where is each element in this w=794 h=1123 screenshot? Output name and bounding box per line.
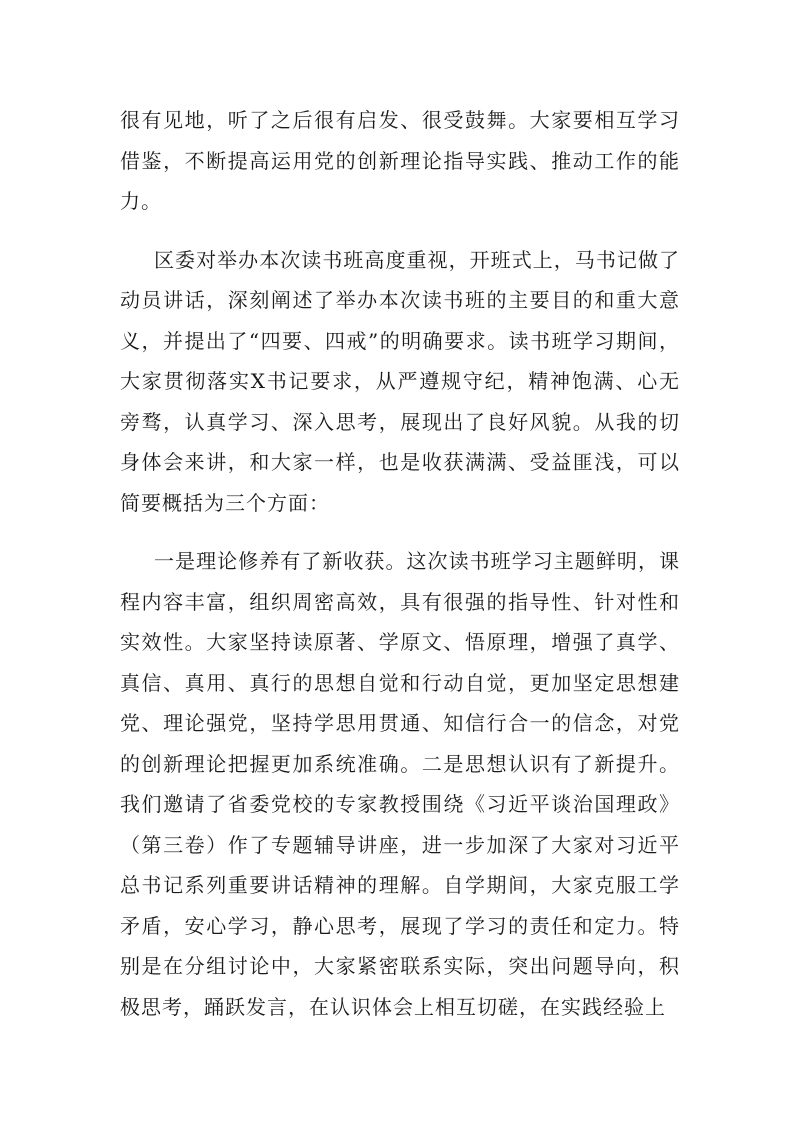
paragraph-2: 区委对举办本次读书班高度重视，开班式上，马书记做了动员讲话，深刻阐述了举办本次读书班的主要目的和重大意义，并提出了“四要、四戒”的明确要求。读书班学习期间，大家贯彻落实X书记要求，从严遵规守纪，精神饱满、心无旁骛，认真学习、深入思考，展现出了良好风貌。从我的切身体会来讲，和大家一样，也是收获满满、受益匪浅，可以简要概括为三个方面： [120,247,680,515]
body-text [120,100,680,1027]
paragraph-1: 很有见地，听了之后很有启发、很受鼓舞。大家要相互学习借鉴，不断提高运用党的创新理论指导实践、推动工作的能力。 [120,108,680,213]
paragraph-3: 一是理论修养有了新收获。这次读书班学习主题鲜明，课程内容丰富，组织周密高效，具有很强的指导性、针对性和实效性。大家坚持读原著、学原文、悟原理，增强了真学、真信、真用、真行的思想自觉和行动自觉，更加坚定思想建党、理论强党，坚持学思用贯通、知信行合一的信念，对党的创新理论把握更加系统准确。二是思想认识有了新提升。我们邀请了省委党校的专家教授围绕《习近平谈治国理政》（第三卷）作了专题辅导讲座，进一步加深了大家对习近平总书记系列重要讲话精神的理解。自学期间，大家克服工学矛盾，安心学习，静心思考，展现了学习的责任和定力。特别是在分组讨论中，大家紧密联系实际，突出问题导向，积极思考，踊跃发言，在认识体会上相互切磋，在实践经验上 [120,549,680,1019]
